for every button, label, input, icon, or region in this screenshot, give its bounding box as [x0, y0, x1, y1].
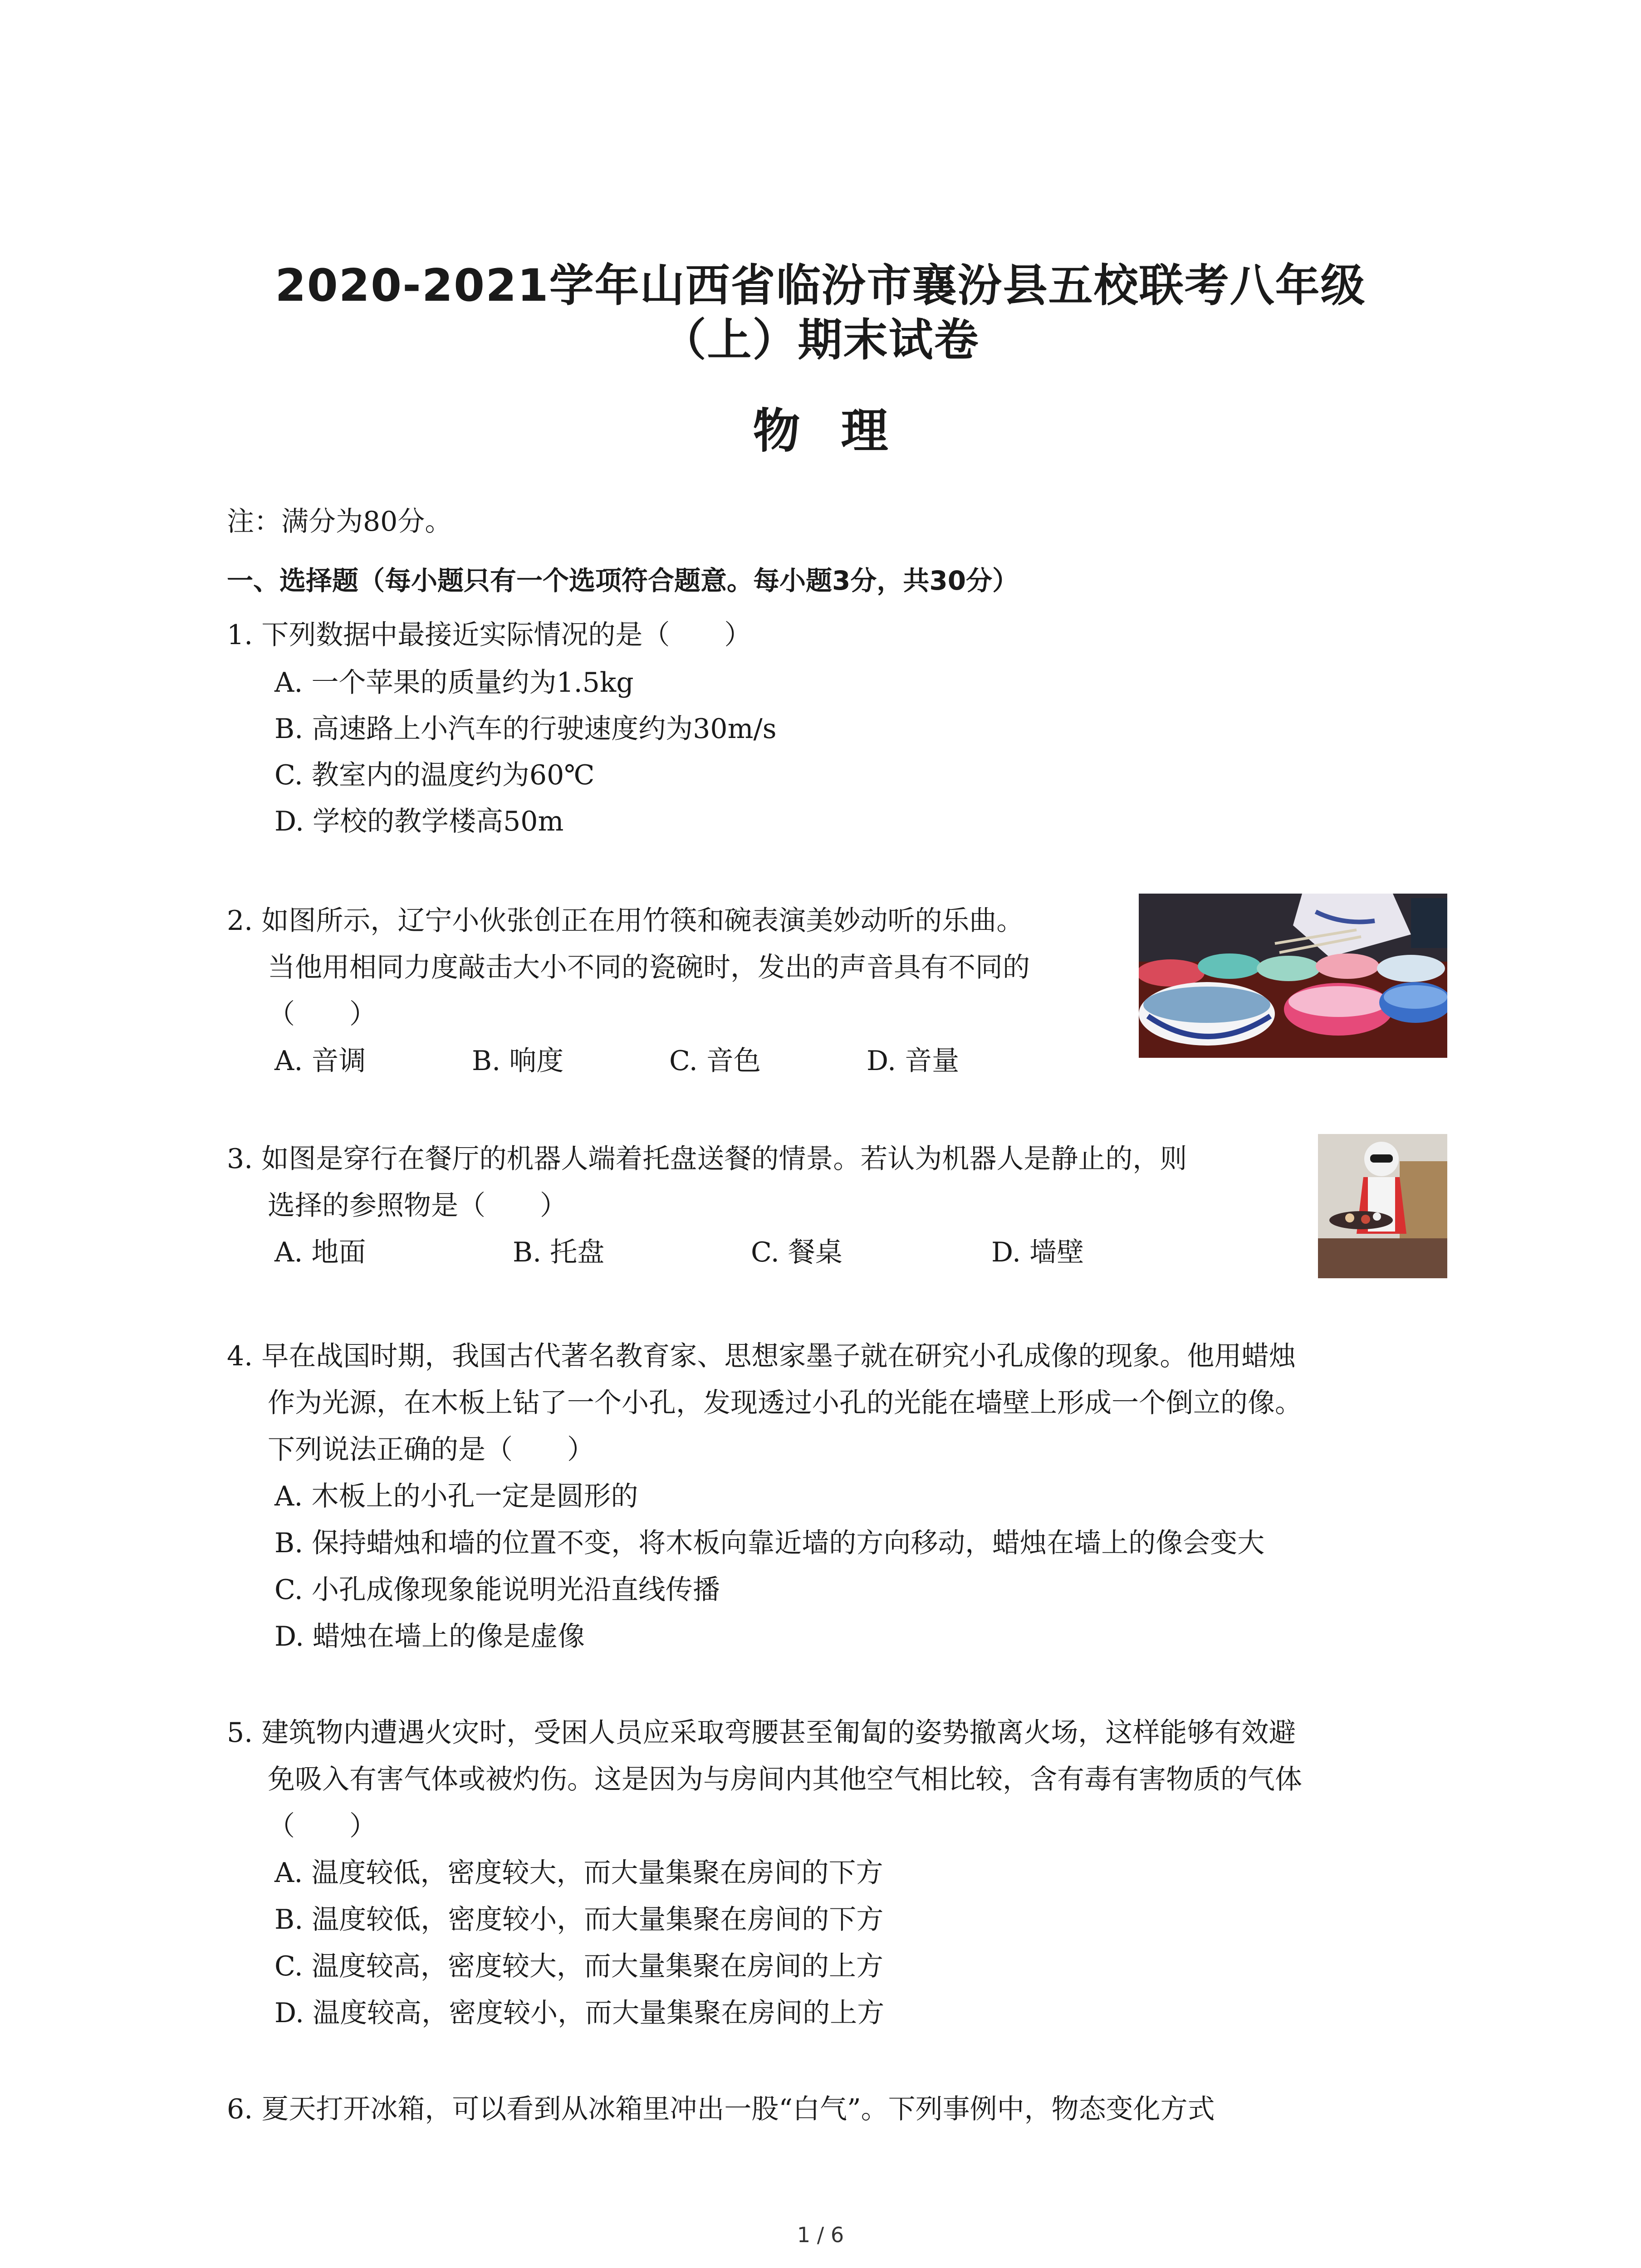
question-4-option-a: A. 木板上的小孔一定是圆形的	[274, 1481, 638, 1512]
question-4-option-c: C. 小孔成像现象能说明光沿直线传播	[274, 1574, 720, 1606]
question-3-stem-line2: 选择的参照物是（ ）	[268, 1190, 567, 1222]
exam-title-line1: 2020-2021学年山西省临汾市襄汾县五校联考八年级	[275, 260, 1366, 312]
question-3-option-d: D. 墙壁	[991, 1237, 1084, 1268]
question-1-option-a: A. 一个苹果的质量约为1.5kg	[274, 667, 634, 699]
exam-title-line2: （上）期末试卷	[661, 314, 980, 366]
question-4-option-b: B. 保持蜡烛和墙的位置不变，将木板向靠近墙的方向移动，蜡烛在墙上的像会变大	[274, 1527, 1265, 1559]
question-4-stem-line2: 作为光源，在木板上钻了一个小孔，发现透过小孔的光能在墙壁上形成一个倒立的像。	[268, 1387, 1302, 1419]
restaurant-robot-photo	[1318, 1134, 1447, 1278]
score-note: 注：满分为80分。	[227, 506, 452, 538]
question-3-option-a: A. 地面	[274, 1237, 366, 1268]
question-3-stem-line1: 3. 如图是穿行在餐厅的机器人端着托盘送餐的情景。若认为机器人是静止的，则	[227, 1143, 1187, 1175]
question-1-option-b: B. 高速路上小汽车的行驶速度约为30m/s	[274, 713, 777, 745]
question-4-option-d: D. 蜡烛在墙上的像是虚像	[274, 1621, 585, 1652]
question-5-stem-line1: 5. 建筑物内遭遇火灾时，受困人员应采取弯腰甚至匍匐的姿势撤离火场，这样能够有效避	[227, 1717, 1296, 1749]
question-5-stem-line2: 免吸入有害气体或被灼伤。这是因为与房间内其他空气相比较，含有毒有害物质的气体	[268, 1764, 1302, 1795]
question-5-option-b: B. 温度较低，密度较小，而大量集聚在房间的下方	[274, 1904, 884, 1936]
page-number: 1 / 6	[797, 2223, 844, 2247]
section-heading: 一、选择题（每小题只有一个选项符合题意。每小题3分，共30分）	[227, 565, 1019, 596]
question-5-option-c: C. 温度较高，密度较大，而大量集聚在房间的上方	[274, 1950, 883, 1982]
question-6-stem-line1: 6. 夏天打开冰箱，可以看到从冰箱里冲出一股“白气”。下列事例中，物态变化方式	[227, 2093, 1215, 2125]
question-2-option-c: C. 音色	[669, 1045, 761, 1077]
question-5-option-a: A. 温度较低，密度较大，而大量集聚在房间的下方	[274, 1857, 883, 1889]
question-1-option-d: D. 学校的教学楼高50m	[274, 806, 564, 837]
question-2-stem-line3: （ ）	[268, 998, 377, 1030]
question-2-stem-line1: 2. 如图所示，辽宁小伙张创正在用竹筷和碗表演美妙动听的乐曲。	[227, 905, 1024, 937]
question-5-stem-line3: （ ）	[268, 1810, 377, 1842]
question-2-stem-line2: 当他用相同力度敲击大小不同的瓷碗时，发出的声音具有不同的	[268, 952, 1030, 983]
question-1-stem: 1. 下列数据中最接近实际情况的是（ ）	[227, 619, 752, 651]
question-4-stem-line1: 4. 早在战国时期，我国古代著名教育家、思想家墨子就在研究小孔成像的现象。他用蜡烛	[227, 1340, 1296, 1372]
question-5-option-d: D. 温度较高，密度较小，而大量集聚在房间的上方	[274, 1997, 885, 2029]
subject-title: 物理	[753, 403, 929, 459]
question-2-option-a: A. 音调	[274, 1045, 366, 1077]
question-1-option-c: C. 教室内的温度约为60℃	[274, 759, 595, 791]
question-2-option-d: D. 音量	[867, 1045, 960, 1077]
question-4-stem-line3: 下列说法正确的是（ ）	[268, 1434, 594, 1466]
bowls-music-photo	[1139, 894, 1447, 1058]
question-3-option-b: B. 托盘	[513, 1237, 605, 1268]
question-2-option-b: B. 响度	[472, 1045, 564, 1077]
question-3-option-c: C. 餐桌	[751, 1237, 843, 1268]
